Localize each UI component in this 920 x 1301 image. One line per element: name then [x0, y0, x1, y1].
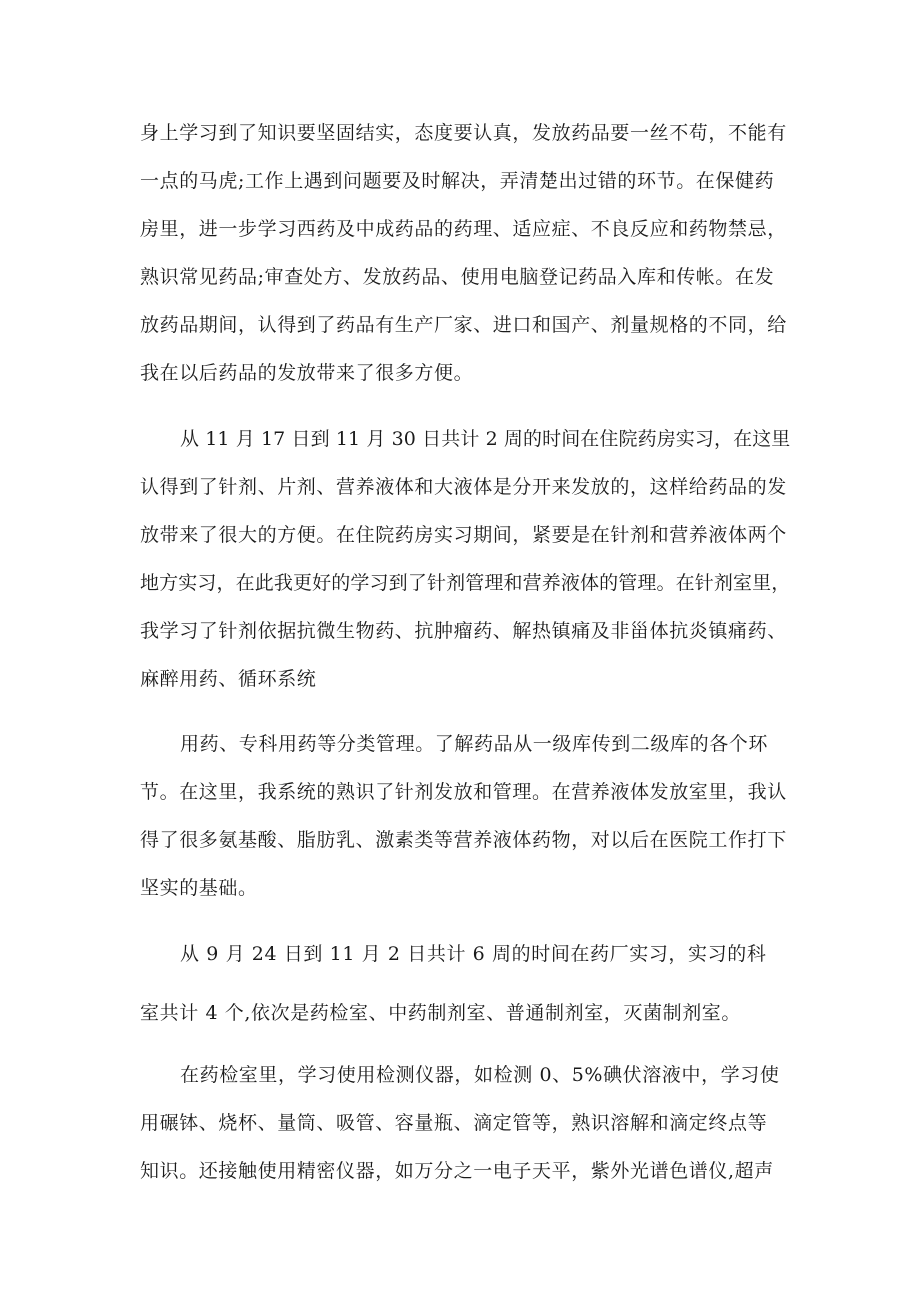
text-line: 放药品期间，认得到了药品有生产厂家、进口和国产、剂量规格的不同，给: [140, 314, 787, 336]
text-line: 身上学习到了知识要坚固结实，态度要认真，发放药品要一丝不苟，不能有: [140, 122, 787, 144]
text-line: 节。在这里，我系统的熟识了针剂发放和管理。在营养液体发放室里，我认: [140, 781, 787, 803]
text-line: 麻醉用药、循环系统: [140, 668, 317, 690]
text-line: 熟识常见药品;审查处方、发放药品、使用电脑登记药品入库和传帐。在发: [140, 266, 775, 288]
text-line: 从 9 月 24 日到 11 月 2 日共计 6 周的时间在药厂实习，实习的科: [180, 943, 767, 965]
text-line: 从 11 月 17 日到 11 月 30 日共计 2 周的时间在住院药房实习，在这里: [180, 428, 791, 450]
text-line: 坚实的基础。: [140, 877, 258, 899]
text-line: 用药、专科用药等分类管理。了解药品从一级库传到二级库的各个环: [180, 733, 769, 755]
text-line: 一点的马虎;工作上遇到问题要及时解决，弄清楚出过错的环节。在保健药: [140, 170, 775, 192]
text-line: 房里，进一步学习西药及中成药品的药理、适应症、不良反应和药物禁忌，: [140, 218, 787, 240]
text-line: 在药检室里，学习使用检测仪器，如检测 0、5%碘伏溶液中，学习使: [180, 1064, 780, 1086]
text-line: 知识。还接触使用精密仪器，如万分之一电子天平，紫外光谱色谱仪,超声: [140, 1160, 774, 1182]
text-line: 我在以后药品的发放带来了很多方便。: [140, 362, 474, 384]
text-line: 地方实习，在此我更好的学习到了针剂管理和营养液体的管理。在针剂室里，: [140, 572, 791, 594]
text-line: 用碾钵、烧杯、量筒、吸管、容量瓶、滴定管等，熟识溶解和滴定终点等: [140, 1112, 768, 1134]
text-line: 得了很多氨基酸、脂肪乳、激素类等营养液体药物，对以后在医院工作打下: [140, 829, 787, 851]
text-line: 放带来了很大的方便。在住院药房实习期间，紧要是在针剂和营养液体两个: [140, 524, 787, 546]
text-line: 我学习了针剂依据抗微生物药、抗肿瘤药、解热镇痛及非甾体抗炎镇痛药、: [140, 620, 787, 642]
text-line: 认得到了针剂、片剂、营养液体和大液体是分开来发放的，这样给药品的发: [140, 476, 787, 498]
text-line: 室共计 4 个,依次是药检室、中药制剂室、普通制剂室，灭菌制剂室。: [140, 1002, 742, 1024]
